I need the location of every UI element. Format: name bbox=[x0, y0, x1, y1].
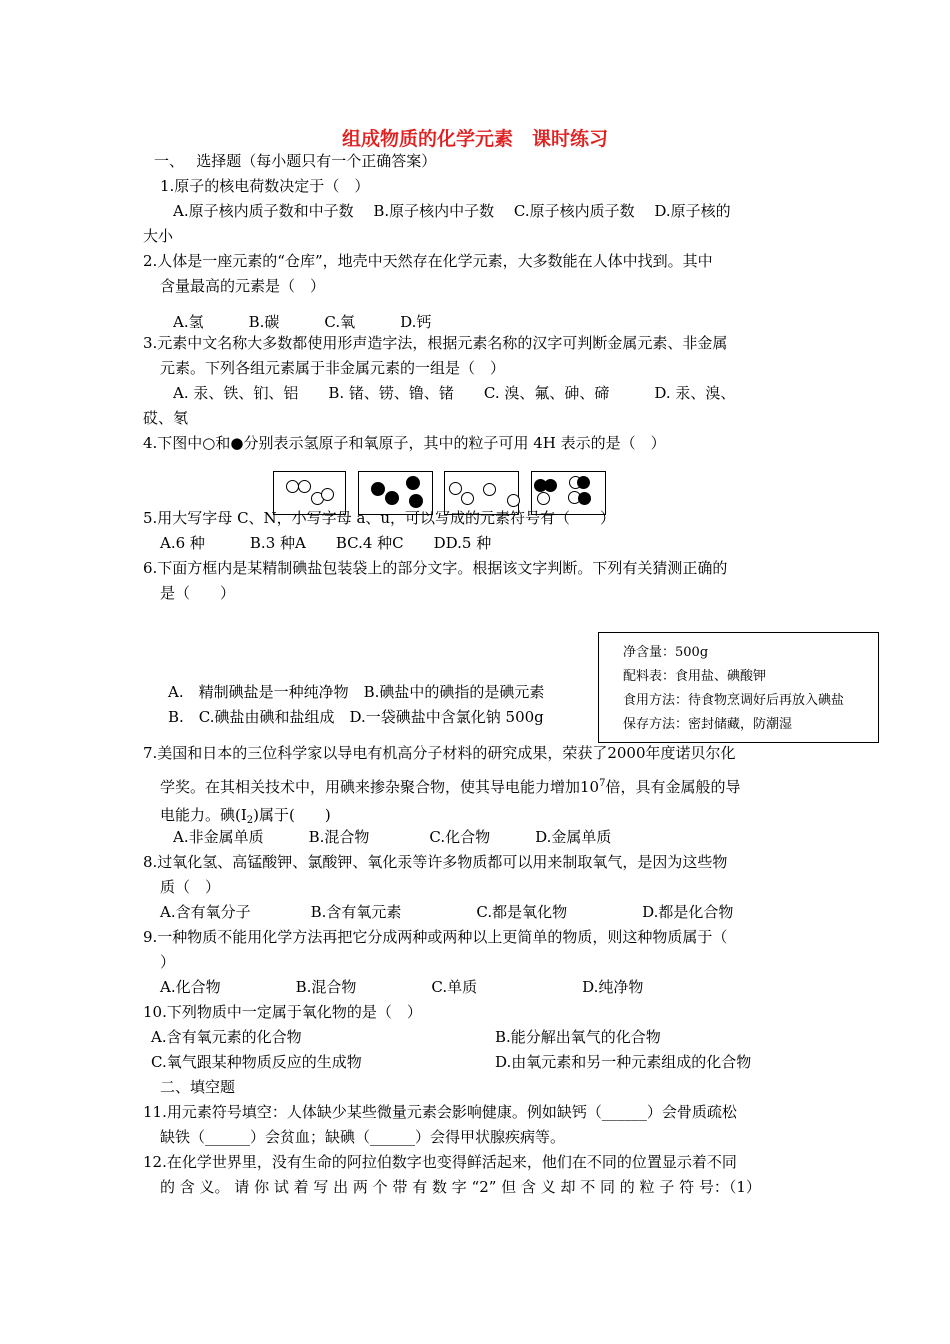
q2-stem-cont: 含量最高的元素是（ ） bbox=[160, 277, 326, 295]
q3-options-cont: 砹、氡 bbox=[143, 409, 189, 427]
q3-stem: 3.元素中文名称大多数都使用形声造字法，根据元素名称的汉字可判断金属元素、非金属 bbox=[143, 334, 728, 352]
q7-options: A.非金属单质 B.混合物 C.化合物 D.金属单质 bbox=[173, 828, 612, 846]
oxygen-atom-icon bbox=[385, 491, 399, 505]
q1-options-cont: 大小 bbox=[143, 227, 174, 245]
q6-options-1: A. 精制碘盐是一种纯净物 B.碘盐中的碘指的是碘元素 bbox=[168, 683, 545, 701]
label-storage: 保存方法：密封储藏，防潮湿 bbox=[623, 717, 793, 732]
q9-stem-cont: ） bbox=[160, 953, 176, 971]
q7-subscript: 2 bbox=[246, 815, 254, 826]
q7-exponent: 7 bbox=[599, 778, 606, 789]
q7-text-a: 学奖。在其相关技术中，用碘来掺杂聚合物，使其导电能力增加10 bbox=[160, 778, 600, 796]
section-heading-fill: 二、填空题 bbox=[160, 1078, 236, 1096]
page-title: 组成物质的化学元素 课时练习 bbox=[341, 128, 608, 150]
q10-option-c: C.氧气跟某种物质反应的生成物 bbox=[151, 1053, 362, 1071]
q9-options: A.化合物 B.混合物 C.单质 D.纯净物 bbox=[160, 978, 644, 996]
oxygen-atom-icon bbox=[409, 494, 423, 508]
hydrogen-atom-icon bbox=[537, 492, 550, 505]
q11-line-2: 缺铁（______）会贫血；缺碘（______）会得甲状腺疾病等。 bbox=[160, 1128, 566, 1146]
hydrogen-atom-icon bbox=[298, 480, 311, 493]
hydrogen-atom-icon bbox=[507, 494, 520, 507]
q3-stem-cont: 元素。下列各组元素属于非金属元素的一组是（ ） bbox=[160, 359, 506, 377]
oxygen-atom-icon bbox=[406, 476, 420, 490]
salt-label-box bbox=[598, 632, 879, 743]
oxygen-atom-icon bbox=[371, 482, 385, 496]
hydrogen-atom-icon bbox=[461, 492, 474, 505]
q5-stem: 5.用大写字母 C、N，小写字母 a、u，可以写成的元素符号有（ ） bbox=[143, 509, 616, 527]
label-usage: 食用方法：待食物烹调好后再放入碘盐 bbox=[623, 693, 845, 708]
q10-option-b: B.能分解出氧气的化合物 bbox=[495, 1028, 661, 1046]
q7-stem: 7.美国和日本的三位科学家以导电有机高分子材料的研究成果，荣获了2000年度诺贝尔化 bbox=[143, 744, 736, 762]
q3-options: A. 汞、铁、钔、铝 B. 锗、铹、镥、锗 C. 溴、氟、砷、碲 D. 汞、溴、 bbox=[173, 384, 736, 402]
q8-stem: 8.过氧化氢、高锰酸钾、氯酸钾、氧化汞等许多物质都可以用来制取氧气，是因为这些物 bbox=[143, 853, 728, 871]
q5-options: A.6 种 B.3 种A BC.4 种C DD.5 种 bbox=[160, 534, 492, 552]
q7-stem-cont bbox=[160, 774, 740, 797]
q4-stem: 4.下图中○和●分别表示氢原子和氧原子，其中的粒子可用 4H 表示的是（ ） bbox=[143, 434, 666, 452]
oxygen-atom-icon bbox=[544, 479, 557, 492]
section-heading-choice: 一、 选择题（每小题只有一个正确答案） bbox=[154, 152, 437, 170]
q10-option-d: D.由氧元素和另一种元素组成的化合物 bbox=[495, 1053, 752, 1071]
label-ingredients: 配料表：食用盐、碘酸钾 bbox=[623, 669, 767, 684]
hydrogen-atom-icon bbox=[449, 482, 462, 495]
q1-options: A.原子核内质子数和中子数 B.原子核内中子数 C.原子核内质子数 D.原子核的 bbox=[173, 202, 731, 220]
q6-options-2: B. C.碘盐由碘和盐组成 D.一袋碘盐中含氯化钠 500g bbox=[168, 708, 544, 726]
q7-text-b: 倍，具有金属般的导 bbox=[605, 778, 741, 796]
oxygen-atom-icon bbox=[577, 476, 590, 489]
hydrogen-atom-icon bbox=[321, 488, 334, 501]
q2-options: A.氢 B.碳 C.氧 D.钙 bbox=[173, 313, 432, 331]
label-net-weight: 净含量：500g bbox=[623, 645, 709, 660]
q6-stem: 6.下面方框内是某精制碘盐包装袋上的部分文字。根据该文字判断。下列有关猜测正确的 bbox=[143, 559, 728, 577]
q2-stem: 2.人体是一座元素的“仓库”，地壳中天然存在化学元素，大多数能在人体中找到。其中 bbox=[143, 252, 713, 270]
q8-options: A.含有氧分子 B.含有氧元素 C.都是氧化物 D.都是化合物 bbox=[160, 903, 734, 921]
q12-line-2: 的 含 义。 请 你 试 着 写 出 两 个 带 有 数 字 “2” 但 含 义 却 不 同 的 粒 子 符 号：（1） bbox=[160, 1178, 761, 1196]
q1-stem: 1.原子的核电荷数决定于（ ） bbox=[160, 177, 370, 195]
q12-line-1: 12.在化学世界里，没有生命的阿拉伯数字也变得鲜活起来，他们在不同的位置显示着不同 bbox=[143, 1153, 737, 1171]
q8-stem-cont: 质（ ） bbox=[160, 878, 221, 896]
hydrogen-atom-icon bbox=[483, 483, 496, 496]
q10-stem: 10.下列物质中一定属于氧化物的是（ ） bbox=[143, 1003, 422, 1021]
q10-option-a: A.含有氧元素的化合物 bbox=[151, 1028, 302, 1046]
q7-text-c: 电能力。碘(I bbox=[160, 806, 247, 824]
q7-text-d: )属于( ) bbox=[253, 806, 331, 824]
oxygen-atom-icon bbox=[578, 492, 591, 505]
q9-stem: 9.一种物质不能用化学方法再把它分成两种或两种以上更简单的物质，则这种物质属于（ bbox=[143, 928, 728, 946]
q6-stem-cont: 是（ ） bbox=[160, 584, 236, 602]
q11-line-1: 11.用元素符号填空：人体缺少某些微量元素会影响健康。例如缺钙（______）会骨质疏松 bbox=[143, 1103, 737, 1121]
